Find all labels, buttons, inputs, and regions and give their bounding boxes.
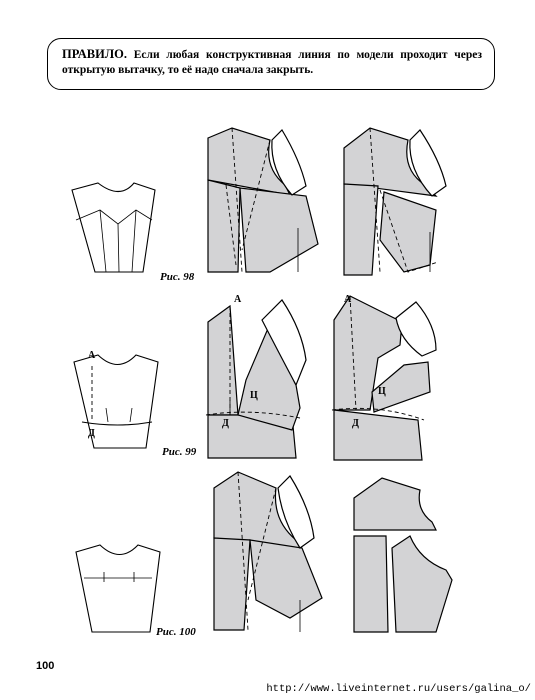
rule-text: Если любая конструктивная линия по модели проходит через открытую вытачку, то её надо сначала закрыть. bbox=[62, 49, 483, 76]
page-number: 100 bbox=[36, 660, 55, 672]
fig99-label-d3: Д bbox=[352, 418, 359, 429]
fig99-label-c3: Ц bbox=[378, 386, 386, 397]
figure-98-caption: Рис. 98 bbox=[160, 271, 195, 283]
rule-lead: ПРАВИЛО. bbox=[62, 47, 128, 61]
fig99-label-a1: А bbox=[234, 294, 242, 305]
fig99-label-d2: Д bbox=[222, 418, 229, 429]
fig99-label-a3: А bbox=[344, 294, 352, 305]
fig99-label-c2: Ц bbox=[250, 390, 258, 401]
figure-99-caption: Рис. 99 bbox=[162, 446, 197, 458]
fig99-label-d0: Д bbox=[88, 428, 95, 439]
fig100-pattern-right bbox=[354, 478, 452, 632]
fig100-pattern-left bbox=[214, 472, 322, 632]
fig99-label-a0: А bbox=[88, 350, 96, 361]
fig100-model-sketch bbox=[76, 545, 160, 632]
footer-url[interactable]: http://www.liveinternet.ru/users/galina_o/ bbox=[266, 683, 531, 695]
figure-100-caption: Рис. 100 bbox=[156, 626, 196, 638]
